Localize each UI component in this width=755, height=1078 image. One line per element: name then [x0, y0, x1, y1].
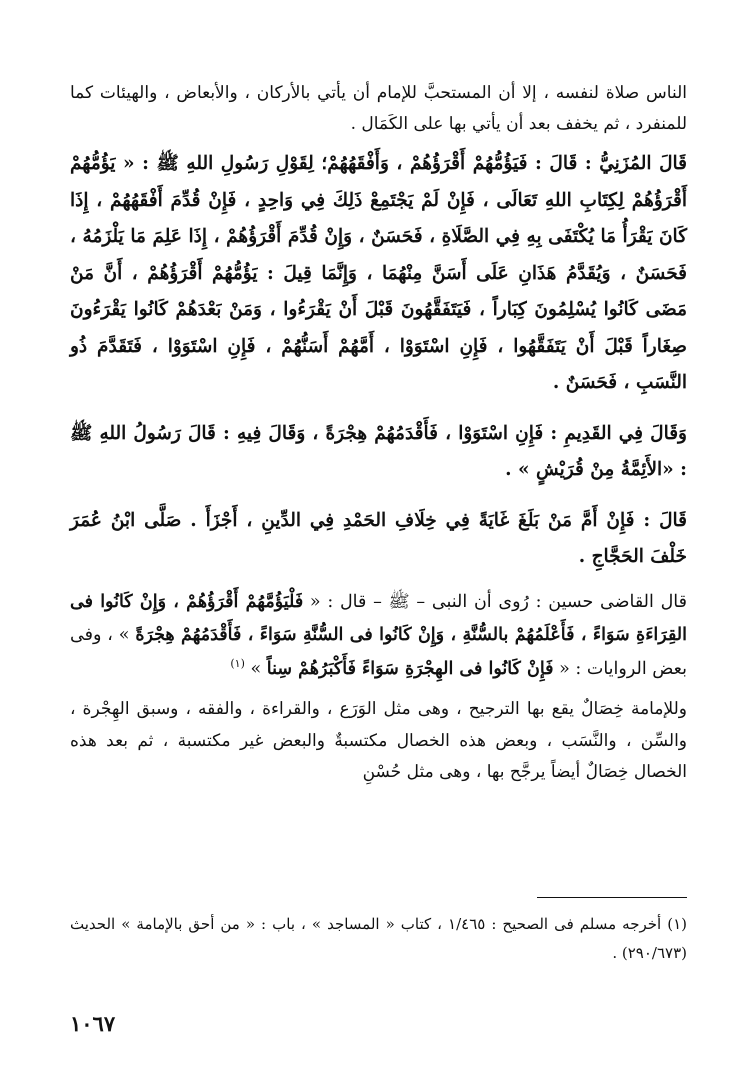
footnote-marker: (١): [230, 656, 245, 670]
page-number: ١٠٦٧: [70, 1011, 116, 1036]
husain-closing-text: »: [250, 658, 267, 679]
hadith-text: فَلْيَؤُمَّهُمْ أَقْرَؤُهُمْ ، وَإِنْ كَانُوا فى القِرَاءَةِ سَوَاءً ، فَأَعْلَمُهُمْ بالسُّنَّةِ ، وَإِنْ كَانُوا فى السُّنَّةِ سَوَاءً ، فَأَقْدَمُهُمْ هِجْرَةً: [70, 591, 687, 645]
khisal-paragraph: وللإمامة خِصَالٌ يقع بها الترجيح ، وهى مثل الوَرَع ، والقراءة ، والفقه ، وسبق الهِجْرة ، والسِّن ، والنَّسَب ، وبعض هذه الخصال مكتسبةٌ والبعض غير مكتسبة ، ثم بعد هذه الخصال خِصَالٌ أيضاً يرجَّح بها ، وهى مثل حُسْنِ: [70, 699, 687, 782]
muzani-paragraph: قَالَ المُزَنِيُّ : قَالَ : فَيَؤُمُّهُمْ أَقْرَؤُهُمْ ، وَأَفْقَهُهُمْ؛ لِقَوْلِ رَسُولِ اللهِ ﷺ : « يَؤُمُّهُمْ أَقْرَؤُهُمْ لِكِتَابِ اللهِ تَعَالَى ، فَإِنْ لَمْ يَجْتَمِعْ ذَلِكَ فِي وَاحِدٍ ، فَإِنْ قُدِّمَ أَفْقَهُهُمْ ، إِذَا كَانَ يَقْرَأُ مَا يُكْتَفَى بِهِ فِي الصَّلَاةِ ، فَحَسَنٌ ، وَإِنْ قُدِّمَ أَقْرَؤُهُمْ ، إِذَا عَلِمَ مَا يَلْزَمُهُ ، فَحَسَنٌ ، وَيُقَدَّمُ هَذَانِ عَلَى أَسَنَّ مِنْهُمَا ، وَإِنَّمَا قِيلَ : يَؤُمُّهُمْ أَقْرَؤُهُمْ ، أَنَّ مَنْ مَضَى كَانُوا يُسْلِمُونَ كِبَاراً ، فَيَتَفَقَّهُونَ قَبْلَ أَنْ يَقْرَءُوا ، وَمَنْ بَعْدَهُمْ كَانُوا يَقْرَءُونَ صِغَاراً قَبْلَ أَنْ يَتَفَقَّهُوا ، فَإِنِ اسْتَوَوْا ، أَمَّهُمْ أَسَنُّهُمْ ، فَإِنِ اسْتَوَوْا ، فَتَقَدَّمَ ذُو النَّسَبِ ، فَحَسَنٌ .: [70, 153, 687, 393]
footnote-divider: [537, 897, 687, 898]
qadim-paragraph: وَقَالَ فِي القَدِيمِ : فَإِنِ اسْتَوَوْا ، فَأَقْدَمُهُمْ هِجْرَةً ، وَقَالَ فِيهِ : قَالَ رَسُولُ اللهِ ﷺ : «الأَئِمَّةُ مِنْ قُرَيْشٍ » .: [70, 422, 687, 480]
riwayat-hadith-text: فَإِنْ كَانُوا فى الهِجْرَةِ سَوَاءً فَأَكْبَرُهُمْ سِناً: [266, 658, 554, 679]
husain-riwayat-text: » ، وفى بعض الروايات : «: [70, 625, 687, 679]
qala-paragraph: قَالَ : فَإِنْ أَمَّ مَنْ بَلَغَ غَايَةً فِي خِلَافِ الحَمْدِ فِي الدِّينِ ، أَجْزَأَ . صَلَّى ابْنُ عُمَرَ خَلْفَ الحَجَّاجِ .: [70, 509, 687, 567]
intro-paragraph: الناس صلاة لنفسه ، إلا أن المستحبَّ للإمام أن يأتي بالأركان ، والأبعاض ، والهيئات كما للمنفرد ، ثم يخفف بعد أن يأتي بها على الكَمَال .: [70, 83, 687, 134]
footnote: (١) أخرجه مسلم فى الصحيح : ١/٤٦٥ ، كتاب « المساجد » ، باب : « من أحق بالإمامة » الحديث (٢٩٠/٦٧٣) .: [70, 915, 687, 962]
husain-intro-text: قال القاضى حسين : رُوى أن النبى – ﷺ – قال : «: [303, 591, 687, 612]
qadi-husain-paragraph: [70, 586, 687, 687]
